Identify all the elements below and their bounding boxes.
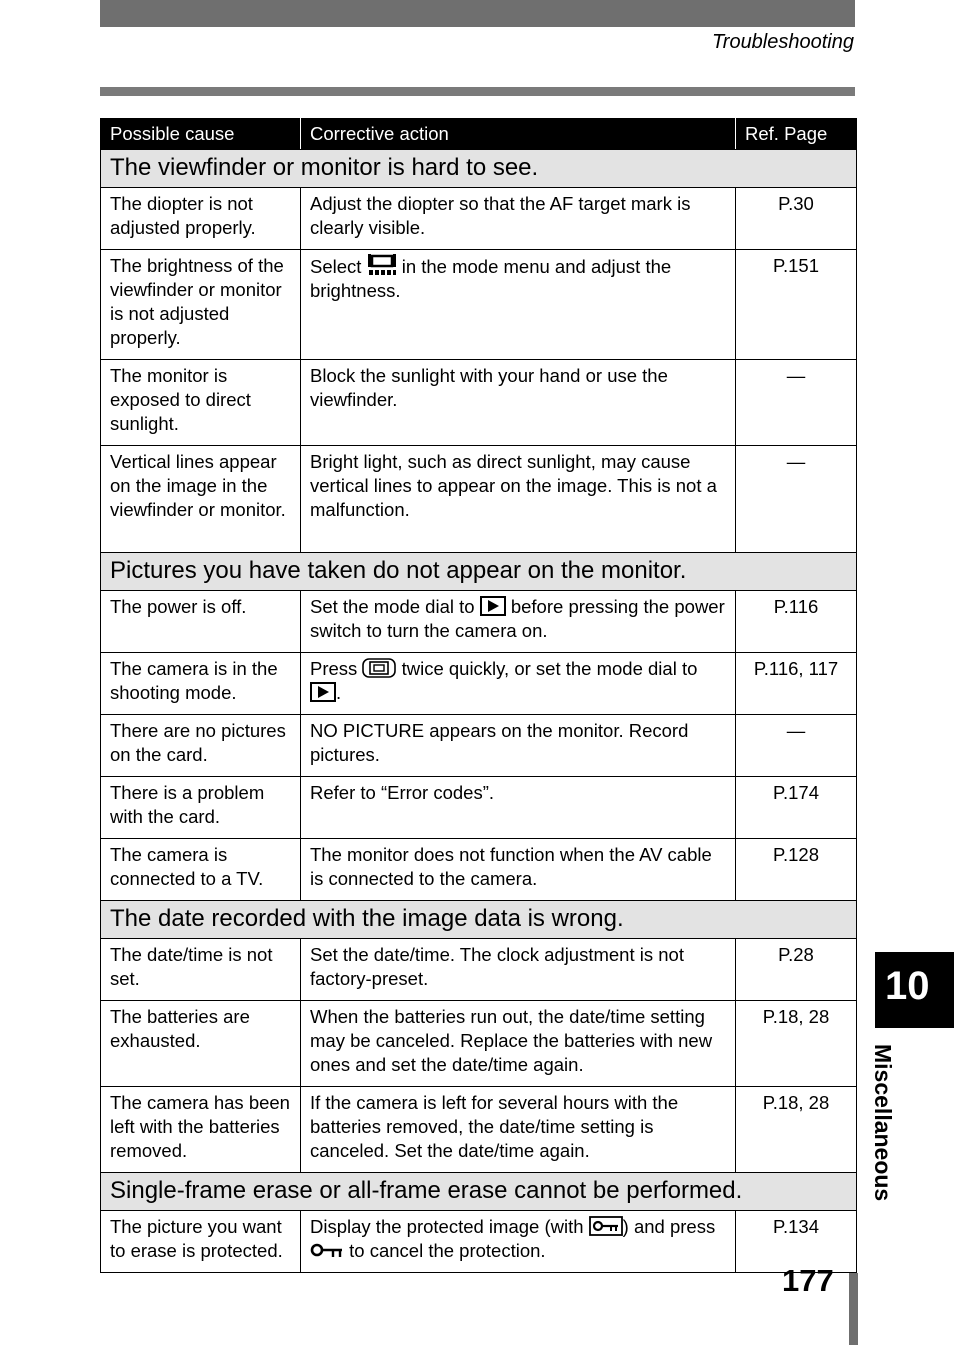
action-cell: [301, 653, 736, 715]
table-row: [101, 777, 857, 839]
cause-cell: The brightness of the viewfinder or monitor is not adjusted properly.: [101, 250, 301, 360]
ref-cell: P.128: [736, 839, 857, 901]
action-cell: The monitor does not function when the AV cable is connected to the camera.: [301, 839, 736, 901]
action-text: Set the mode dial to: [310, 596, 475, 617]
troubleshooting-table: [100, 118, 857, 1273]
column-header-cause: Possible cause: [101, 119, 301, 150]
table-row: [101, 188, 857, 250]
protect-key-icon: [310, 1242, 344, 1260]
table-row: [101, 360, 857, 446]
table-row: [101, 715, 857, 777]
action-cell: [301, 1211, 736, 1273]
chapter-label-text: Miscellaneous: [870, 1044, 896, 1202]
cause-cell: The power is off.: [101, 591, 301, 653]
protect-key-box-icon: [589, 1216, 623, 1236]
cause-cell: The picture you want to erase is protected.: [101, 1211, 301, 1273]
action-text: Display the protected image (with: [310, 1216, 584, 1237]
action-cell: [301, 250, 736, 360]
table-row: [101, 653, 857, 715]
ref-cell: —: [736, 715, 857, 777]
chapter-label: [870, 1044, 914, 1214]
table-row: [101, 591, 857, 653]
playback-icon: [480, 596, 506, 616]
group-heading: Pictures you have taken do not appear on the monitor.: [101, 553, 857, 591]
ref-cell: P.18, 28: [736, 1087, 857, 1173]
cause-cell: The camera is connected to a TV.: [101, 839, 301, 901]
table-row: [101, 446, 857, 553]
ref-cell: —: [736, 360, 857, 446]
ref-cell: P.18, 28: [736, 1001, 857, 1087]
action-cell: Set the date/time. The clock adjustment is not factory-preset.: [301, 939, 736, 1001]
action-text: to cancel the protection.: [349, 1240, 546, 1261]
action-cell: Block the sunlight with your hand or use the viewfinder.: [301, 360, 736, 446]
group-heading-row: [101, 150, 857, 188]
action-text: .: [336, 682, 342, 703]
action-cell: NO PICTURE appears on the monitor. Record pictures.: [301, 715, 736, 777]
action-cell: Bright light, such as direct sunlight, may cause vertical lines to appear on the image. This is not a malfunction.: [301, 446, 736, 553]
group-heading: Single-frame erase or all-frame erase cannot be performed.: [101, 1173, 857, 1211]
cause-cell: There are no pictures on the card.: [101, 715, 301, 777]
group-heading-row: [101, 901, 857, 939]
table-row: [101, 939, 857, 1001]
group-heading: The date recorded with the image data is wrong.: [101, 901, 857, 939]
action-text: ) and press: [622, 1216, 716, 1237]
cause-cell: The batteries are exhausted.: [101, 1001, 301, 1087]
table-row: [101, 1211, 857, 1273]
action-cell: When the batteries run out, the date/time setting may be canceled. Replace the batteries with new ones and set the date/time again.: [301, 1001, 736, 1087]
action-text: twice quickly, or set the mode dial to: [401, 658, 698, 679]
ref-cell: P.151: [736, 250, 857, 360]
header-rule: [100, 87, 855, 96]
cause-cell: There is a problem with the card.: [101, 777, 301, 839]
group-heading: The viewfinder or monitor is hard to see.: [101, 150, 857, 188]
table-row: [101, 1087, 857, 1173]
ref-cell: P.174: [736, 777, 857, 839]
page-number: 177: [782, 1263, 834, 1298]
cause-cell: Vertical lines appear on the image in the viewfinder or monitor.: [101, 446, 301, 553]
table-header-row: [101, 119, 857, 150]
table-row: [101, 250, 857, 360]
ref-cell: —: [736, 446, 857, 553]
ref-cell: P.116: [736, 591, 857, 653]
playback-icon: [310, 682, 336, 702]
cause-cell: The date/time is not set.: [101, 939, 301, 1001]
column-header-ref: Ref. Page: [736, 119, 857, 150]
cause-cell: The camera is in the shooting mode.: [101, 653, 301, 715]
section-title: Troubleshooting: [712, 31, 854, 53]
ref-cell: P.28: [736, 939, 857, 1001]
table-row: [101, 839, 857, 901]
action-cell: If the camera is left for several hours with the batteries removed, the date/time setting is canceled. Set the date/time again.: [301, 1087, 736, 1173]
monitor-brightness-icon: [367, 254, 397, 276]
ref-cell: P.134: [736, 1211, 857, 1273]
column-header-action: Corrective action: [301, 119, 736, 150]
action-cell: [301, 591, 736, 653]
chapter-number: 10: [885, 964, 930, 1008]
quickview-button-icon: [362, 658, 396, 678]
action-text: Press: [310, 658, 358, 679]
ref-cell: P.116, 117: [736, 653, 857, 715]
ref-cell: P.30: [736, 188, 857, 250]
group-heading-row: [101, 1173, 857, 1211]
cause-cell: The diopter is not adjusted properly.: [101, 188, 301, 250]
action-text: before pressing the power switch to turn the camera on.: [310, 596, 725, 641]
action-cell: Adjust the diopter so that the AF target mark is clearly visible.: [301, 188, 736, 250]
action-text: Select: [310, 256, 362, 277]
group-heading-row: [101, 553, 857, 591]
action-text: in the mode menu and adjust the brightness.: [310, 256, 672, 301]
cause-cell: The monitor is exposed to direct sunlight.: [101, 360, 301, 446]
page-number-bar: [849, 1273, 858, 1345]
header-bar: [100, 0, 855, 27]
table-row: [101, 1001, 857, 1087]
cause-cell: The camera has been left with the batteries removed.: [101, 1087, 301, 1173]
action-cell: Refer to “Error codes”.: [301, 777, 736, 839]
